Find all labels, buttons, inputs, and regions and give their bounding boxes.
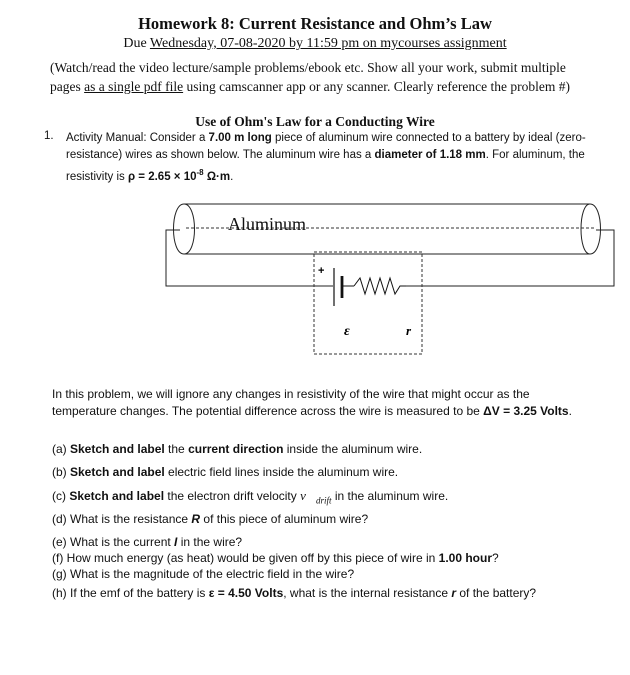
part-a-text-2: inside the aluminum wire. <box>283 442 423 456</box>
instructions-line-2 <box>50 77 590 96</box>
part-b-label: (b) <box>52 465 70 479</box>
part-d-text-2: of this piece of aluminum wire? <box>200 512 369 526</box>
battery-plus-label: + <box>318 265 325 277</box>
part-e-text-1: What is the current <box>70 535 175 549</box>
part-a <box>52 442 612 456</box>
circuit-diagram <box>0 190 630 370</box>
section-title: Use of Ohm's Law for a Conducting Wire <box>195 114 435 129</box>
battery-symbol <box>334 268 354 306</box>
part-h-text-3: of the battery? <box>456 586 537 600</box>
problem-text-1: Activity Manual: Consider a <box>66 132 209 144</box>
part-g-text-1: What is the magnitude of the electric field in the wire? <box>70 567 355 581</box>
part-c-label: (c) <box>52 489 70 503</box>
problem-statement <box>66 130 586 186</box>
due-date-underlined: Wednesday, 07-08-2020 by 11:59 pm on mycourses assignment <box>149 36 507 51</box>
part-c-bold-1: Sketch and label <box>69 489 165 503</box>
part-f-text-2: ? <box>492 551 499 565</box>
part-a-bold-1: Sketch and label <box>70 442 165 456</box>
battery-dashed-box <box>314 252 422 354</box>
part-h-label: (h) <box>52 586 70 600</box>
emf-value: ε = 4.50 Volts <box>208 586 284 600</box>
current-symbol: I <box>174 535 178 549</box>
intro-text-2: . <box>568 404 572 418</box>
part-d-label: (d) <box>52 512 70 526</box>
instructions-line-1: (Watch/read the video lecture/sample problems/ebook etc. Show all your work, submit multiple <box>50 60 566 75</box>
problem-number: 1. <box>44 130 54 142</box>
internal-resistance-label: r <box>406 323 412 338</box>
drift-velocity-v: v⃗ <box>300 488 316 503</box>
part-h-text-2: , what is the internal resistance <box>283 586 452 600</box>
part-b <box>52 465 612 479</box>
instructions-line-2-prefix: pages <box>50 79 85 94</box>
drift-velocity-symbol <box>300 488 332 506</box>
intro-paragraph <box>52 386 592 420</box>
part-h <box>52 586 612 600</box>
internal-resistor-zigzag <box>354 278 406 294</box>
due-prefix: Due <box>123 36 150 51</box>
internal-resistance-symbol: r <box>451 586 457 600</box>
due-date-line <box>0 36 630 52</box>
resistivity-base: ρ = 2.65 × 10 <box>127 170 197 183</box>
part-c-text-2: in the aluminum wire. <box>331 489 449 503</box>
potential-difference: ΔV = 3.25 Volts <box>483 404 569 418</box>
resistivity-value <box>127 168 231 183</box>
drift-velocity-subscript: drift <box>315 495 332 506</box>
part-a-text-1: the <box>164 442 189 456</box>
wire-diameter: diameter of 1.18 mm <box>374 149 486 161</box>
part-c <box>52 488 612 506</box>
problem-text-2: piece of aluminum wire connected to a battery by ideal (zero-resistance) wires as shown below. The aluminum wire has a <box>66 132 586 161</box>
part-a-bold-2: current direction <box>188 442 284 456</box>
problem-text-3: . For aluminum, the resistivity is <box>66 149 585 183</box>
part-f-label: (f) <box>52 551 67 565</box>
emf-label: ε <box>344 324 350 339</box>
part-e-text-2: in the wire? <box>177 535 243 549</box>
part-d-text-1: What is the resistance <box>70 512 192 526</box>
part-h-text-1: If the emf of the battery is <box>70 586 209 600</box>
single-pdf-underlined: as a single pdf file <box>84 79 184 94</box>
wire-length: 7.00 m long <box>208 132 272 144</box>
submission-instructions <box>50 58 590 96</box>
part-a-label: (a) <box>52 442 70 456</box>
part-f-text-1: How much energy (as heat) would be given off by this piece of wire in <box>66 551 439 565</box>
resistivity-unit: Ω·m <box>203 170 231 183</box>
part-c-text-1: the electron drift velocity <box>164 489 301 503</box>
resistance-symbol: R <box>191 512 201 526</box>
part-g-label: (g) <box>52 567 70 581</box>
problem-text-4: . <box>230 170 234 183</box>
time-value: 1.00 hour <box>438 551 493 565</box>
part-f <box>52 551 612 565</box>
part-b-bold-1: Sketch and label <box>70 465 165 479</box>
part-g <box>52 567 612 581</box>
homework-title: Homework 8: Current Resistance and Ohm’s Law <box>138 14 492 33</box>
intro-text-1: In this problem, we will ignore any changes in resistivity of the wire that might occur as the temperature changes. The potential difference across the wire is measured to be <box>52 387 530 418</box>
resistivity-exponent: -8 <box>196 168 204 177</box>
part-d <box>52 512 612 526</box>
instructions-line-2-suffix: using camscanner app or any scanner. Clearly reference the problem #) <box>183 79 570 94</box>
part-e-label: (e) <box>52 535 70 549</box>
aluminum-label: Aluminum <box>228 214 307 234</box>
part-b-text-1: electric field lines inside the aluminum wire. <box>164 465 399 479</box>
part-e <box>52 535 612 549</box>
